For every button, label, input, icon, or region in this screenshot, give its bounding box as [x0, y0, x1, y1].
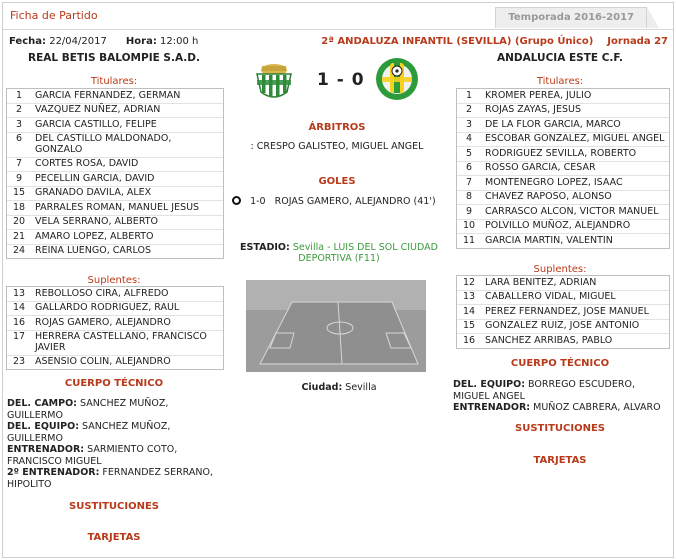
player-name[interactable]: GONZALEZ RUIZ, JOSE ANTONIO — [485, 320, 640, 331]
staff-role: 2º ENTRENADOR: — [7, 467, 100, 478]
player-number: 11 — [462, 234, 476, 246]
match-meta — [9, 36, 198, 47]
player-row[interactable] — [457, 334, 669, 348]
player-row[interactable] — [7, 245, 223, 259]
away-subs-list — [456, 275, 670, 349]
player-name[interactable]: DE LA FLOR GARCIA, MARCO — [485, 118, 621, 130]
player-number: 2 — [15, 104, 23, 115]
player-row[interactable] — [457, 305, 669, 320]
stadium-label: ESTADIO: — [240, 242, 290, 253]
player-row[interactable] — [7, 89, 223, 104]
home-crest-icon — [251, 58, 297, 105]
player-number: 18 — [12, 201, 26, 213]
player-number: 15 — [12, 187, 26, 198]
player-name[interactable]: PEREZ FERNANDEZ, JOSE MANUEL — [485, 305, 649, 317]
player-row[interactable] — [457, 133, 669, 148]
player-row[interactable] — [457, 276, 669, 291]
player-name[interactable]: ROJAS GAMERO, ALEJANDRO — [35, 316, 171, 328]
player-name[interactable]: AMARO LOPEZ, ALBERTO — [35, 230, 154, 242]
player-number: 9 — [465, 205, 473, 217]
staff-name: FERNANDEZ SERRANO, HIPOLITO — [7, 467, 213, 490]
player-name[interactable]: GRANADO DAVILA, ALEX — [35, 187, 152, 198]
round: Jornada 27 — [607, 36, 668, 47]
home-subs-title: Suplentes: — [87, 275, 141, 286]
player-name[interactable]: KROMER PEREA, JULIO — [485, 89, 592, 101]
goal-row — [232, 196, 446, 207]
staff-name: SARMIENTO COTO, FRANCISCO MIGUEL — [7, 444, 178, 467]
stadium — [232, 242, 446, 264]
away-starters-list — [456, 88, 670, 249]
city — [232, 382, 446, 393]
staff-role: DEL. CAMPO: — [7, 398, 77, 409]
away-subs-title: Suplentes: — [533, 264, 587, 275]
player-row[interactable] — [7, 104, 223, 119]
final-score: 1 - 0 — [317, 70, 365, 90]
player-row[interactable] — [457, 176, 669, 191]
player-row[interactable] — [7, 302, 223, 317]
player-row[interactable] — [457, 147, 669, 162]
staff-line — [453, 402, 669, 414]
player-name[interactable]: REBOLLOSO CIRA, ALFREDO — [35, 287, 169, 299]
player-name[interactable]: ROJAS ZAYAS, JESUS — [485, 104, 581, 115]
city-label: Ciudad: — [301, 382, 343, 393]
staff-role: DEL. EQUIPO: — [453, 379, 525, 390]
player-number: 1 — [465, 89, 473, 101]
staff-line — [453, 379, 669, 402]
goal-player: ROJAS GAMERO, ALEJANDRO (41') — [274, 196, 436, 207]
player-number: 10 — [462, 220, 476, 231]
staff-line — [7, 444, 223, 467]
player-name[interactable]: GALLARDO RODRIGUEZ, RAUL — [35, 302, 180, 313]
player-number: 16 — [12, 316, 26, 328]
player-number: 2 — [465, 104, 473, 115]
player-name[interactable]: CARRASCO ALCON, VICTOR MANUEL — [485, 205, 659, 217]
away-staff-title: CUERPO TÉCNICO — [510, 358, 610, 369]
home-starters-title: Titulares: — [90, 76, 138, 87]
competition-name[interactable]: 2ª ANDALUZA INFANTIL (SEVILLA) (Grupo Único) — [321, 36, 594, 47]
home-cards-title: TARJETAS — [87, 532, 141, 543]
player-name[interactable]: CABALLERO VIDAL, MIGUEL — [485, 291, 616, 302]
player-number: 16 — [462, 334, 476, 346]
player-row[interactable] — [457, 291, 669, 306]
home-starters-list — [6, 88, 224, 259]
away-subst-title: SUSTITUCIONES — [515, 423, 605, 434]
player-row[interactable] — [7, 158, 223, 173]
staff-line — [7, 421, 223, 444]
time-label: Hora: — [125, 36, 157, 47]
player-number: 9 — [15, 172, 23, 184]
player-row[interactable] — [7, 356, 223, 370]
season-tab[interactable]: Temporada 2016-2017 — [495, 7, 647, 28]
player-row[interactable] — [457, 104, 669, 119]
home-team-name[interactable]: REAL BETIS BALOMPIE S.A.D. — [27, 52, 200, 64]
player-number: 24 — [12, 245, 26, 256]
player-name[interactable]: GARCIA FERNANDEZ, GERMAN — [35, 89, 181, 101]
away-starters-title: Titulares: — [536, 76, 584, 87]
competition — [321, 36, 668, 47]
player-row[interactable] — [7, 201, 223, 216]
date-label: Fecha: — [9, 36, 47, 47]
player-number: 8 — [465, 191, 473, 202]
player-row[interactable] — [7, 316, 223, 331]
player-number: 7 — [465, 176, 473, 188]
staff-name: SANCHEZ MUÑOZ, GUILLERMO — [7, 421, 171, 444]
page-title: Ficha de Partido — [10, 9, 98, 22]
player-number: 15 — [462, 320, 476, 331]
player-number: 12 — [462, 276, 476, 288]
match-date: 22/04/2017 — [49, 36, 107, 47]
player-name[interactable]: GARCIA MARTIN, VALENTIN — [485, 234, 613, 246]
player-name[interactable]: REINA LUENGO, CARLOS — [35, 245, 151, 256]
player-number: 4 — [465, 133, 473, 144]
player-row[interactable] — [7, 187, 223, 202]
player-name[interactable]: POLVILLO MUÑOZ, ALEJANDRO — [485, 220, 631, 231]
player-number: 7 — [15, 158, 23, 169]
staff-role: DEL. EQUIPO: — [7, 421, 79, 432]
player-row[interactable] — [457, 220, 669, 235]
player-number: 21 — [12, 230, 26, 242]
pitch-image — [246, 280, 426, 372]
player-number: 6 — [15, 133, 23, 144]
player-name[interactable]: DEL CASTILLO MALDONADO, GONZALO — [35, 133, 172, 155]
match-time: 12:00 h — [160, 36, 199, 47]
player-row[interactable] — [7, 331, 223, 356]
staff-name: MUÑOZ CABRERA, ALVARO — [533, 402, 661, 413]
player-name[interactable]: CHAVEZ RAPOSO, ALONSO — [485, 191, 612, 202]
player-name[interactable]: ROSSO GARCIA, CESAR — [485, 162, 596, 173]
player-name[interactable]: ASENSIO COLIN, ALEJANDRO — [35, 356, 171, 367]
player-name[interactable]: ESCOBAR GONZALEZ, MIGUEL ANGEL — [485, 133, 665, 144]
player-name[interactable]: MONTENEGRO LOPEZ, ISAAC — [485, 176, 623, 188]
player-number: 1 — [15, 89, 23, 101]
player-row[interactable] — [457, 89, 669, 104]
player-number: 5 — [465, 147, 473, 159]
player-row[interactable] — [7, 133, 223, 158]
staff-role: ENTRENADOR: — [7, 444, 85, 455]
player-name[interactable]: PECELLIN GARCIA, DAVID — [35, 172, 155, 184]
player-row[interactable] — [457, 234, 669, 248]
player-name[interactable]: PARRALES ROMAN, MANUEL JESUS — [35, 201, 200, 213]
player-number: 14 — [12, 302, 26, 313]
home-subs-list — [6, 286, 224, 370]
player-row[interactable] — [457, 191, 669, 206]
header-divider — [3, 29, 673, 30]
player-name[interactable]: HERRERA CASTELLANO, FRANCISCO JAVIER — [35, 331, 207, 353]
referees-title: ÁRBITROS — [308, 122, 366, 133]
player-name[interactable]: VAZQUEZ NUÑEZ, ADRIAN — [35, 104, 161, 115]
player-name[interactable]: RODRIGUEZ SEVILLA, ROBERTO — [485, 147, 637, 159]
player-number: 3 — [465, 118, 473, 130]
player-number: 13 — [12, 287, 26, 299]
player-row[interactable] — [457, 118, 669, 133]
home-staff — [7, 398, 223, 490]
player-number: 3 — [15, 118, 23, 130]
away-staff — [453, 379, 669, 414]
goal-ball-icon — [232, 196, 241, 205]
player-row[interactable] — [7, 230, 223, 245]
player-number: 17 — [12, 331, 26, 342]
player-row[interactable] — [7, 287, 223, 302]
player-row[interactable] — [7, 118, 223, 133]
away-team-name[interactable]: ANDALUCIA ESTE C.F. — [496, 52, 624, 64]
player-number: 6 — [465, 162, 473, 173]
player-row[interactable] — [7, 216, 223, 231]
staff-name: BORREGO ESCUDERO, MIGUEL ANGEL — [453, 379, 635, 402]
player-name[interactable]: LARA BENITEZ, ADRIAN — [485, 276, 597, 288]
player-row[interactable] — [457, 205, 669, 220]
player-row[interactable] — [457, 320, 669, 335]
home-subst-title: SUSTITUCIONES — [69, 501, 159, 512]
player-number: 13 — [462, 291, 476, 302]
player-row[interactable] — [7, 172, 223, 187]
staff-role: ENTRENADOR: — [453, 402, 531, 413]
staff-line — [7, 398, 223, 421]
staff-name: SANCHEZ MUÑOZ, GUILLERMO — [7, 398, 169, 421]
player-name[interactable]: SANCHEZ ARRIBAS, PABLO — [485, 334, 613, 346]
player-name[interactable]: CORTES ROSA, DAVID — [35, 158, 139, 169]
home-staff-title: CUERPO TÉCNICO — [64, 378, 164, 389]
city-name: Sevilla — [345, 382, 377, 393]
player-name[interactable]: GARCIA CASTILLO, FELIPE — [35, 118, 157, 130]
goal-score: 1-0 — [250, 196, 266, 207]
player-name[interactable]: VELA SERRANO, ALBERTO — [35, 216, 159, 227]
stadium-name[interactable]: Sevilla - LUIS DEL SOL CIUDAD DEPORTIVA (F11) — [292, 242, 438, 264]
player-row[interactable] — [457, 162, 669, 177]
goals-title: GOLES — [318, 176, 356, 187]
player-number: 14 — [462, 305, 476, 317]
staff-line — [7, 467, 223, 490]
away-cards-title: TARJETAS — [533, 455, 587, 466]
referee-name: : CRESPO GALISTEO, MIGUEL ANGEL — [250, 141, 424, 152]
player-number: 23 — [12, 356, 26, 367]
player-number: 20 — [12, 216, 26, 227]
away-crest-icon — [373, 54, 421, 107]
